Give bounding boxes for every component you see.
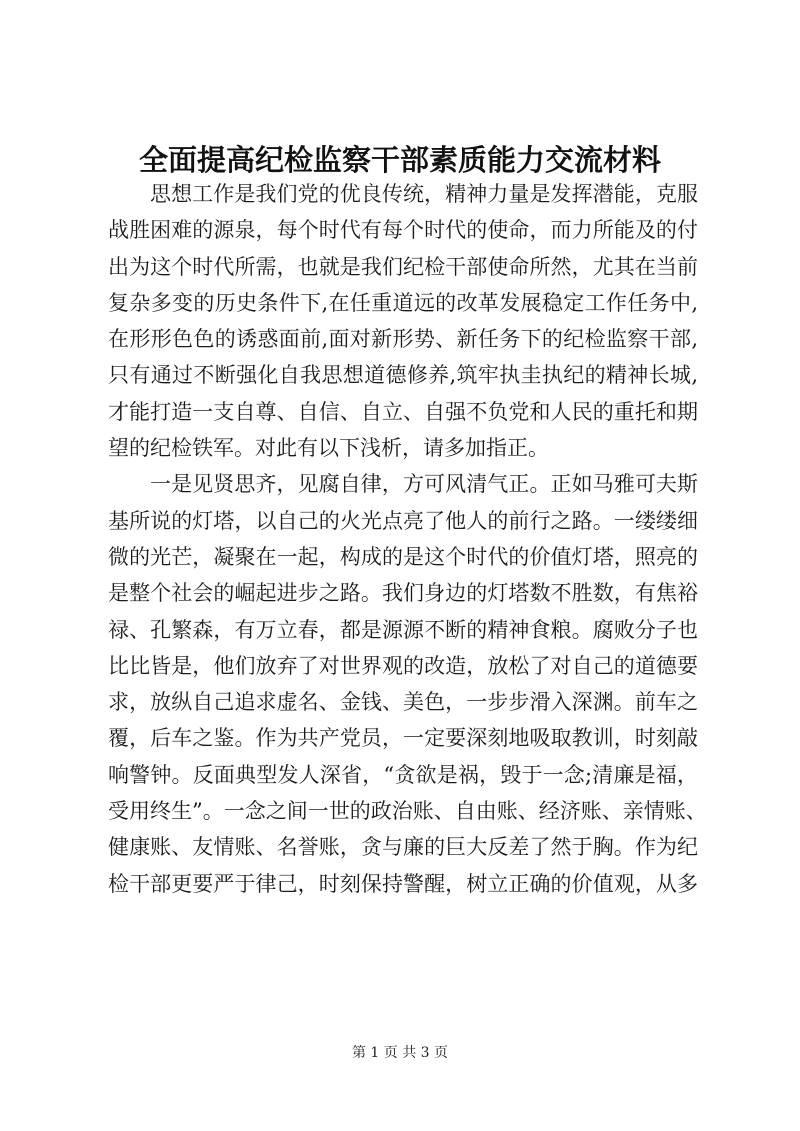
- page-footer: 第 1 页 共 3 页: [351, 1045, 449, 1061]
- paragraph-2-line-4: 是整个社会的崛起进步之路。我们身边的灯塔数不胜数，有焦裕: [108, 581, 698, 606]
- paragraph-2-line-10: 受用终生”。一念之间一世的政治账、自由账、经济账、亲情账、: [108, 799, 707, 824]
- paragraph-2-line-11: 健康账、友情账、名誉账，贪与廉的巨大反差了然于胸。作为纪: [108, 835, 698, 860]
- paragraph-1-line-4: 复杂多变的历史条件下,在任重道远的改革发展稳定工作任务中,: [108, 290, 698, 315]
- paragraph-1-line-6: 只有通过不断强化自我思想道德修养,筑牢执圭执纪的精神长城,: [108, 363, 698, 388]
- paragraph-1-line-3: 出为这个时代所需，也就是我们纪检干部使命所然，尤其在当前: [108, 254, 698, 279]
- paragraph-1-line-5: 在形形色色的诱惑面前,面对新形势、新任务下的纪检监察干部,: [108, 327, 698, 352]
- paragraph-2-line-9: 响警钟。反面典型发人深省，“贪欲是祸，毁于一念;清廉是福，: [108, 762, 698, 787]
- document-title: 全面提高纪检监察干部素质能力交流材料: [138, 143, 661, 177]
- paragraph-1-line-2: 战胜困难的源泉，每个时代有每个时代的使命，而力所能及的付: [108, 218, 698, 243]
- paragraph-2-line-7: 求，放纵自己追求虚名、金钱、美色，一步步滑入深渊。前车之: [108, 690, 698, 715]
- paragraph-2-line-12: 检干部更要严于律己，时刻保持警醒，树立正确的价值观，从多: [108, 871, 698, 896]
- paragraph-1-line-8: 望的纪检铁军。对此有以下浅析，请多加指正。: [108, 436, 549, 461]
- paragraph-2-line-2: 基所说的灯塔，以自己的火光点亮了他人的前行之路。一缕缕细: [108, 508, 698, 533]
- paragraph-2-line-8: 覆，后车之鉴。作为共产党员，一定要深刻地吸取教训，时刻敲: [108, 726, 698, 751]
- document-body: [108, 176, 707, 902]
- paragraph-2-line-1: 一是见贤思齐，见腐自律，方可风清气正。正如马雅可夫斯: [150, 472, 698, 497]
- paragraph-2-line-5: 禄、孔繁森，有万立春，都是源源不断的精神食粮。腐败分子也: [108, 617, 698, 642]
- paragraph-1-line-1: 思想工作是我们党的优良传统，精神力量是发挥潜能，克服: [150, 182, 698, 206]
- paragraph-2-line-6: 比比皆是，他们放弃了对世界观的改造，放松了对自己的道德要: [108, 653, 698, 678]
- paragraph-2-line-3: 微的光芒，凝聚在一起，构成的是这个时代的价值灯塔，照亮的: [108, 544, 698, 569]
- paragraph-1-line-7: 才能打造一支自尊、自信、自立、自强不负党和人民的重托和期: [108, 399, 698, 424]
